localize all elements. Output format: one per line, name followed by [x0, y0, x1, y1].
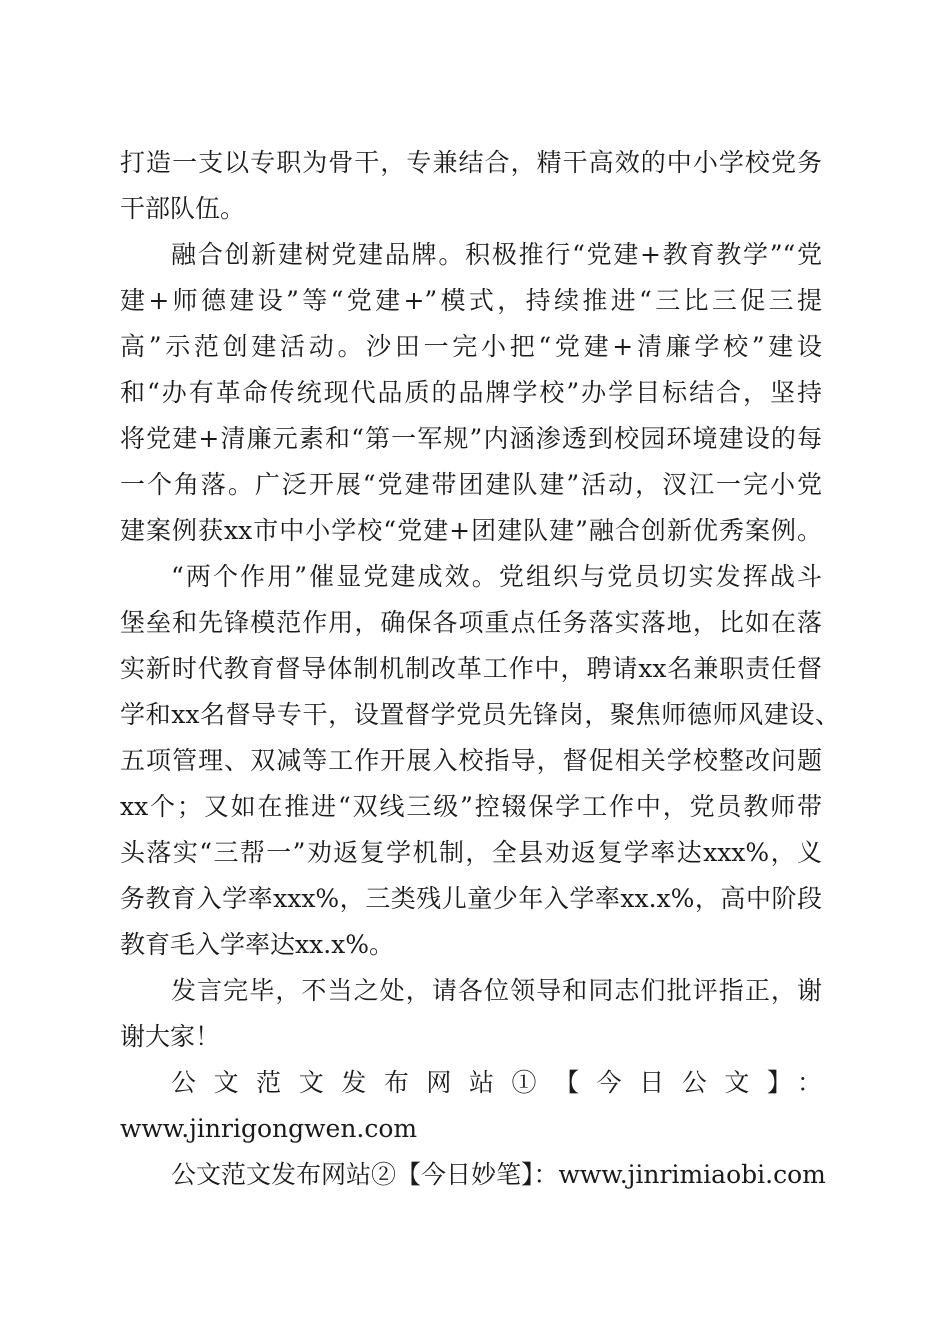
text-line: 谢大家！ — [120, 1022, 221, 1051]
text-line: 建+师德建设”等“党建+”模式，持续推进“三比三促三提 — [120, 286, 822, 315]
text-line: 学和xx名督导专干，设置督学党员先锋岗，聚焦师德师风建设、 — [120, 700, 840, 729]
text-line: 教育毛入学率达xx.x%。 — [120, 930, 394, 959]
closing-remark-line: 发言完毕，不当之处，请各位领导和同志们批评指正，谢 — [171, 976, 822, 1005]
paragraph-heading-line: 融合创新建树党建品牌。积极推行“党建+教育教学”“党 — [171, 240, 822, 269]
text-line: 建案例获xx市中小学校“党建+团建队建”融合创新优秀案例。 — [120, 516, 822, 545]
text-line: 堡垒和先锋模范作用，确保各项重点任务落实落地，比如在落 — [120, 608, 822, 637]
text-line: 五项管理、双减等工作开展入校指导，督促相关学校整改问题 — [120, 746, 822, 775]
paragraph-heading-line: “两个作用”催显党建成效。党组织与党员切实发挥战斗 — [171, 562, 822, 591]
text-line: 务教育入学率xxx%，三类残儿童少年入学率xx.x%，高中阶段 — [120, 884, 822, 913]
website-line: 公文范文发布网站②【今日妙笔】：www.jinrimiaobi.com — [171, 1160, 826, 1189]
text-line: 打造一支以专职为骨干，专兼结合，精干高效的中小学校党务 — [120, 148, 822, 177]
text-line: 将党建+清廉元素和“第一军规”内涵渗透到校园环境建设的每 — [120, 424, 822, 453]
text-line: xx个；又如在推进“双线三级”控辍保学工作中，党员教师带 — [120, 792, 822, 821]
website-url-line: www.jinrigongwen.com — [120, 1114, 418, 1143]
text-line: 高”示范创建活动。沙田一完小把“党建+清廉学校”建设 — [120, 332, 822, 361]
website-label-line: 公文范文发布网站①【今日公文】： — [171, 1068, 822, 1097]
text-line: 一个角落。广泛开展“党建带团建队建”活动，汊江一完小党 — [120, 470, 822, 499]
text-line: 头落实“三帮一”劝返复学机制，全县劝返复学率达xxx%，义 — [120, 838, 822, 867]
text-line: 和“办有革命传统现代品质的品牌学校”办学目标结合，坚持 — [120, 378, 822, 407]
text-line: 干部队伍。 — [120, 194, 246, 223]
text-line: 实新时代教育督导体制机制改革工作中，聘请xx名兼职责任督 — [120, 654, 822, 683]
